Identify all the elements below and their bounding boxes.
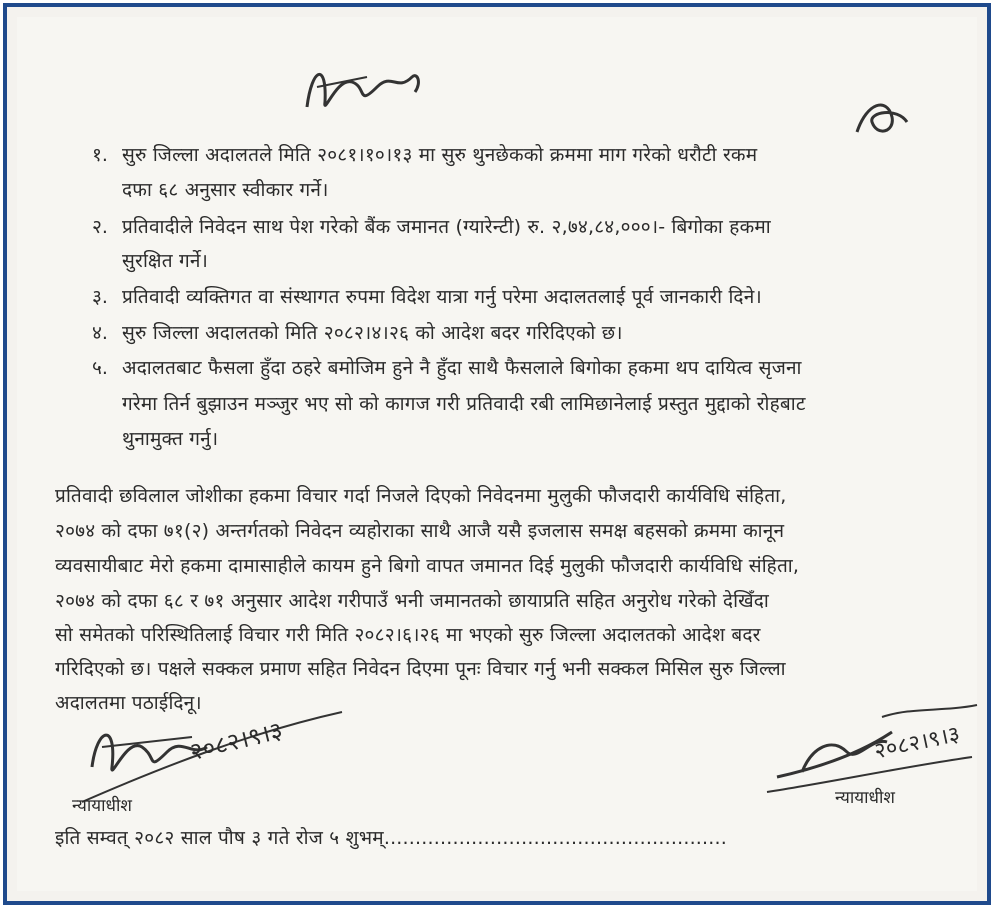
item-line: गरेमा तिर्न बुझाउन मञ्जुर भए सो को कागज गरी प्रतिवादी रबी लामिछानेलाई प्रस्तुत मुद्दाको रोहबाट [122, 393, 806, 415]
item-line: अदालतबाट फैसला हुँदा ठहरे बमोजिम हुने नै हुँदा साथै फैसलाले बिगोका हकमा थप दायित्व सृजना [122, 357, 802, 379]
closing-line: इति सम्वत् २०८२ साल पौष ३ गते रोज ५ शुभम्....................................................... [55, 827, 728, 849]
item-number: ३. [92, 286, 108, 308]
item-line: प्रतिवादीले निवेदन साथ पेश गरेको बैंक जमानत (ग्यारेन्टी) रु. २,७४,८४,०००।- बिगोका हकमा [122, 216, 771, 238]
item-number: १. [92, 144, 108, 166]
item-number: २. [92, 216, 108, 238]
paragraph-line: २०७४ को दफा ७१(२) अन्तर्गतको निवेदन व्यहोराका साथै आजै यसै इजलास समक्ष बहसको क्रममा कानून [55, 520, 785, 542]
document-frame [3, 3, 991, 905]
paragraph-line: अदालतमा पठाईदिनू। [55, 692, 202, 714]
item-number: ४. [92, 322, 108, 344]
item-line: दफा ६८ अनुसार स्वीकार गर्ने। [122, 179, 329, 201]
right-judge-title: न्यायाधीश [835, 788, 895, 808]
left-signature-date: २०८२।९।३ [187, 716, 286, 767]
paragraph-line: २०७४ को दफा ६८ र ७१ अनुसार आदेश गरीपाउँ भनी जमानतको छायाप्रति सहित अनुरोध गरेको देखिँदा [55, 590, 770, 612]
item-line: सुरु जिल्ला अदालतले मिति २०८१।१०।१३ मा सुरु थुनछेकको क्रममा माग गरेको धरौटी रकम [122, 144, 758, 166]
item-line: सुरक्षित गर्ने। [122, 250, 209, 272]
paragraph-line: प्रतिवादी छविलाल जोशीका हकमा विचार गर्दा निजले दिएको निवेदनमा मुलुकी फौजदारी कार्यविधि संहिता, [55, 485, 787, 507]
top-right-initial [847, 92, 917, 147]
left-judge-title: न्यायाधीश [72, 796, 132, 816]
item-line: थुनामुक्त गर्नु। [122, 428, 219, 450]
document-page [17, 17, 977, 891]
paragraph-line: गरिदिएको छ। पक्षले सक्कल प्रमाण सहित निवेदन दिएमा पूनः विचार गर्नु भनी सक्कल मिसिल सुरु जिल्ला [55, 658, 786, 680]
top-signature [297, 47, 437, 127]
paragraph-line: व्यवसायीबाट मेरो हकमा दामासाहीले कायम हुने बिगो वापत जमानत दिई मुलुकी फौजदारी कार्यविधि संहिता, [55, 555, 800, 577]
item-line: प्रतिवादी व्यक्तिगत वा संस्थागत रुपमा विदेश यात्रा गर्नु परेमा अदालतलाई पूर्व जानकारी दिने। [122, 286, 762, 308]
paragraph-line: सो समेतको परिस्थितिलाई विचार गरी मिति २०८२।६।२६ मा भएको सुरु जिल्ला अदालतको आदेश बदर [55, 624, 761, 646]
right-signature-date: २०८२।९।३ [872, 721, 963, 765]
item-line: सुरु जिल्ला अदालतको मिति २०८२।४।२६ को आदेश बदर गरिदिएको छ। [122, 322, 623, 344]
item-number: ५. [92, 357, 108, 379]
